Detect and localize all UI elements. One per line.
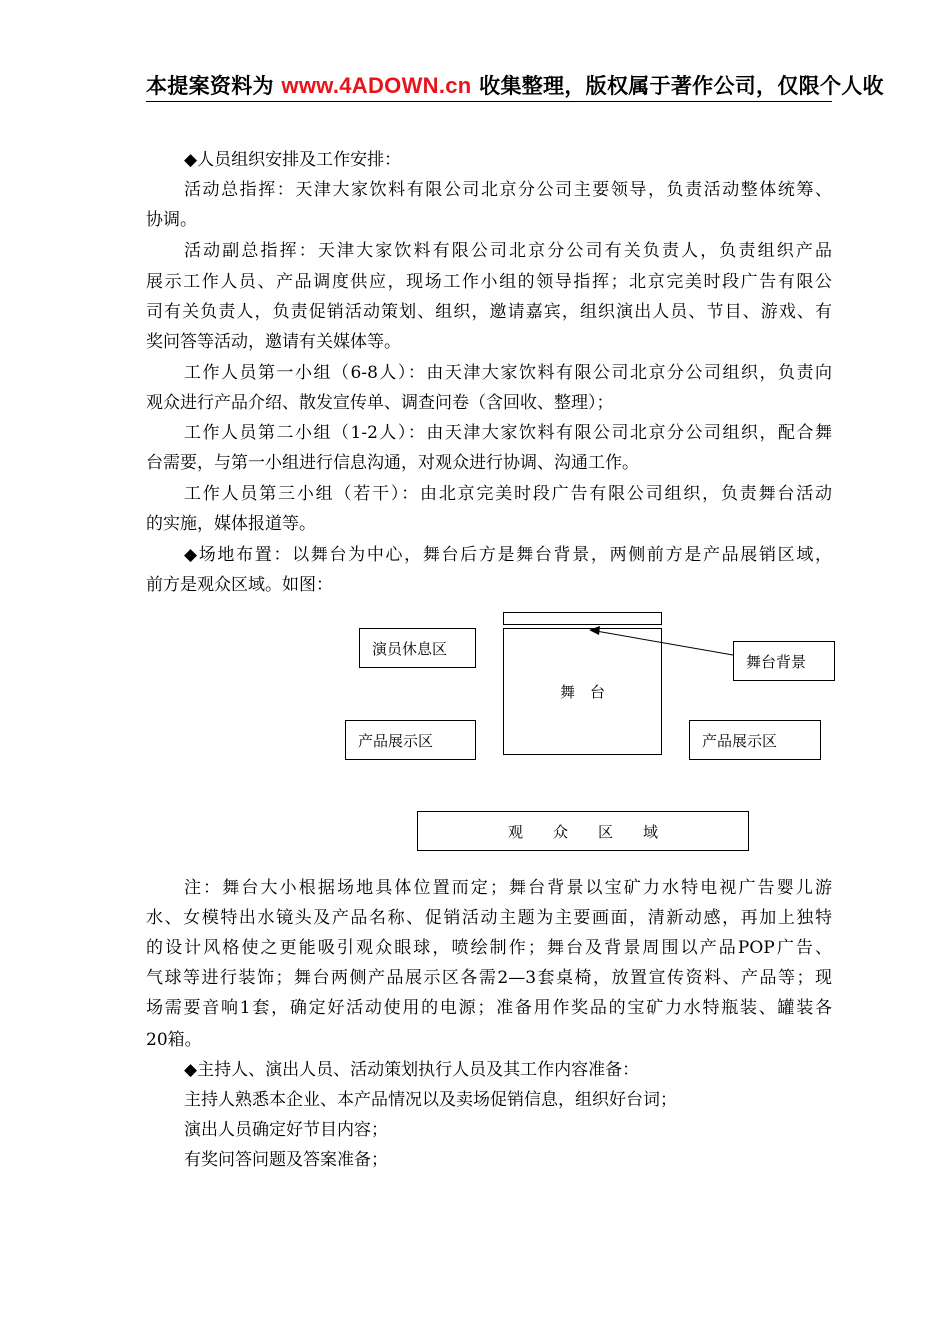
header-prefix: 本提案资料为 [146,74,282,98]
text-line: 活动副总指挥：天津大家饮料有限公司北京分公司有关负责人，负责组织产品 [184,241,832,261]
text-line: 台需要，与第一小组进行信息沟通，对观众进行协调、沟通工作。 [146,453,639,473]
display-left-label: 产品展示区 [358,731,434,750]
text-line: 演出人员确定好节目内容； [184,1120,388,1140]
performer-rest-label: 演员休息区 [372,639,448,658]
text-line: 奖问答等活动，邀请有关媒体等。 [146,332,401,352]
text-line: 20箱。 [146,1030,202,1050]
text-line: 前方是观众区域。如图： [146,575,333,595]
backdrop-label: 舞台背景 [746,652,807,671]
text-line: 展示工作人员、产品调度供应，现场工作小组的领导指挥；北京完美时段广告有限公 [146,272,832,292]
display-right-label: 产品展示区 [702,731,778,750]
text-line: 活动总指挥：天津大家饮料有限公司北京分公司主要领导，负责活动整体统筹、 [184,180,832,200]
text-line: 的实施，媒体报道等。 [146,514,316,534]
header-suffix: 收集整理，版权属于著作公司，仅限个人收 [471,74,884,98]
text-line: 工作人员第一小组（6-8人）：由天津大家饮料有限公司北京分公司组织，负责向 [184,363,832,383]
section-heading: ◆主持人、演出人员、活动策划执行人员及其工作内容准备： [184,1060,640,1080]
header-url: www.4ADOWN.cn [281,73,472,98]
text-line: 观众进行产品介绍、散发宣传单、调查问卷（含回收、整理）； [146,393,614,413]
text-line: 主持人熟悉本企业、本产品情况以及卖场促销信息，组织好台词； [184,1090,677,1110]
audience-label: 观 众 区 域 [507,822,658,841]
text-line: 司有关负责人，负责促销活动策划、组织，邀请嘉宾，组织演出人员、节目、游戏、有 [146,302,832,322]
text-line: 水、女模特出水镜头及产品名称、促销活动主题为主要画面，清新动感，再加上独特 [146,908,832,928]
stage-label: 舞 台 [559,683,605,701]
text-line: 协调。 [146,210,197,230]
text-line: 的设计风格使之更能吸引观众眼球，喷绘制作；舞台及背景周围以产品POP广告、 [146,938,832,958]
section-heading: ◆人员组织安排及工作安排： [184,150,402,170]
text-line: 场需要音响1套，确定好活动使用的电源；准备用作奖品的宝矿力水特瓶装、罐装各 [146,998,832,1018]
text-line: 气球等进行装饰；舞台两侧产品展示区各需2—3套桌椅，放置宣传资料、产品等；现 [146,968,832,988]
text-line: 工作人员第二小组（1-2人）：由天津大家饮料有限公司北京分公司组织，配合舞 [184,423,832,443]
text-line: 工作人员第三小组（若干）：由北京完美时段广告有限公司组织，负责舞台活动 [184,484,832,504]
text-line: 有奖问答问题及答案准备； [184,1150,388,1170]
section-heading: ◆场地布置：以舞台为中心，舞台后方是舞台背景，两侧前方是产品展销区域， [184,545,832,565]
note-line: 注：舞台大小根据场地具体位置而定；舞台背景以宝矿力水特电视广告婴儿游 [184,878,832,898]
